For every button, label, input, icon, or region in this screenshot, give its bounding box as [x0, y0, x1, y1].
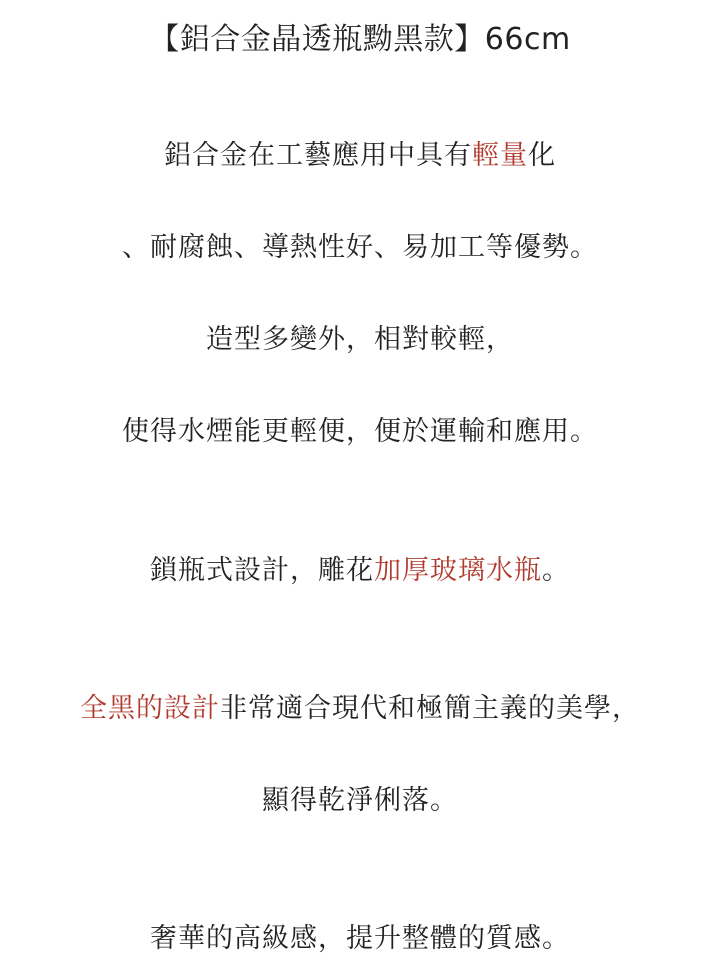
description-text: 鎖瓶式設計，雕花 [150, 555, 374, 586]
description-line-2 [0, 228, 720, 268]
product-title: 【鋁合金晶透瓶黝黑款】66cm [149, 22, 571, 57]
description-text: 。 [542, 555, 570, 586]
description-text: 使得水煙能更輕便，便於運輸和應用。 [122, 416, 598, 447]
description-line-6 [0, 689, 720, 729]
description-text: 鋁合金在工藝應用中具有 [164, 140, 472, 171]
description-text: 奢華的高級感，提升整體的質感。 [150, 923, 570, 954]
description-line-3 [0, 320, 720, 360]
description-line-5 [0, 551, 720, 591]
description-line-4 [0, 412, 720, 452]
highlight-text: 加厚玻璃水瓶 [374, 555, 542, 586]
description-line-7 [0, 781, 720, 821]
highlight-text: 輕量 [472, 140, 528, 171]
description-text: 非常適合現代和極簡主義的美學， [220, 693, 640, 724]
description-line-1 [0, 136, 720, 176]
description-text: 造型多變外，相對較輕， [206, 324, 514, 355]
description-text: 化 [528, 140, 556, 171]
description-line-8 [0, 919, 720, 959]
description-text: 顯得乾淨俐落。 [262, 785, 458, 816]
highlight-text: 全黑的設計 [80, 693, 220, 724]
description-text: 、耐腐蝕、導熱性好、易加工等優勢。 [122, 232, 598, 263]
